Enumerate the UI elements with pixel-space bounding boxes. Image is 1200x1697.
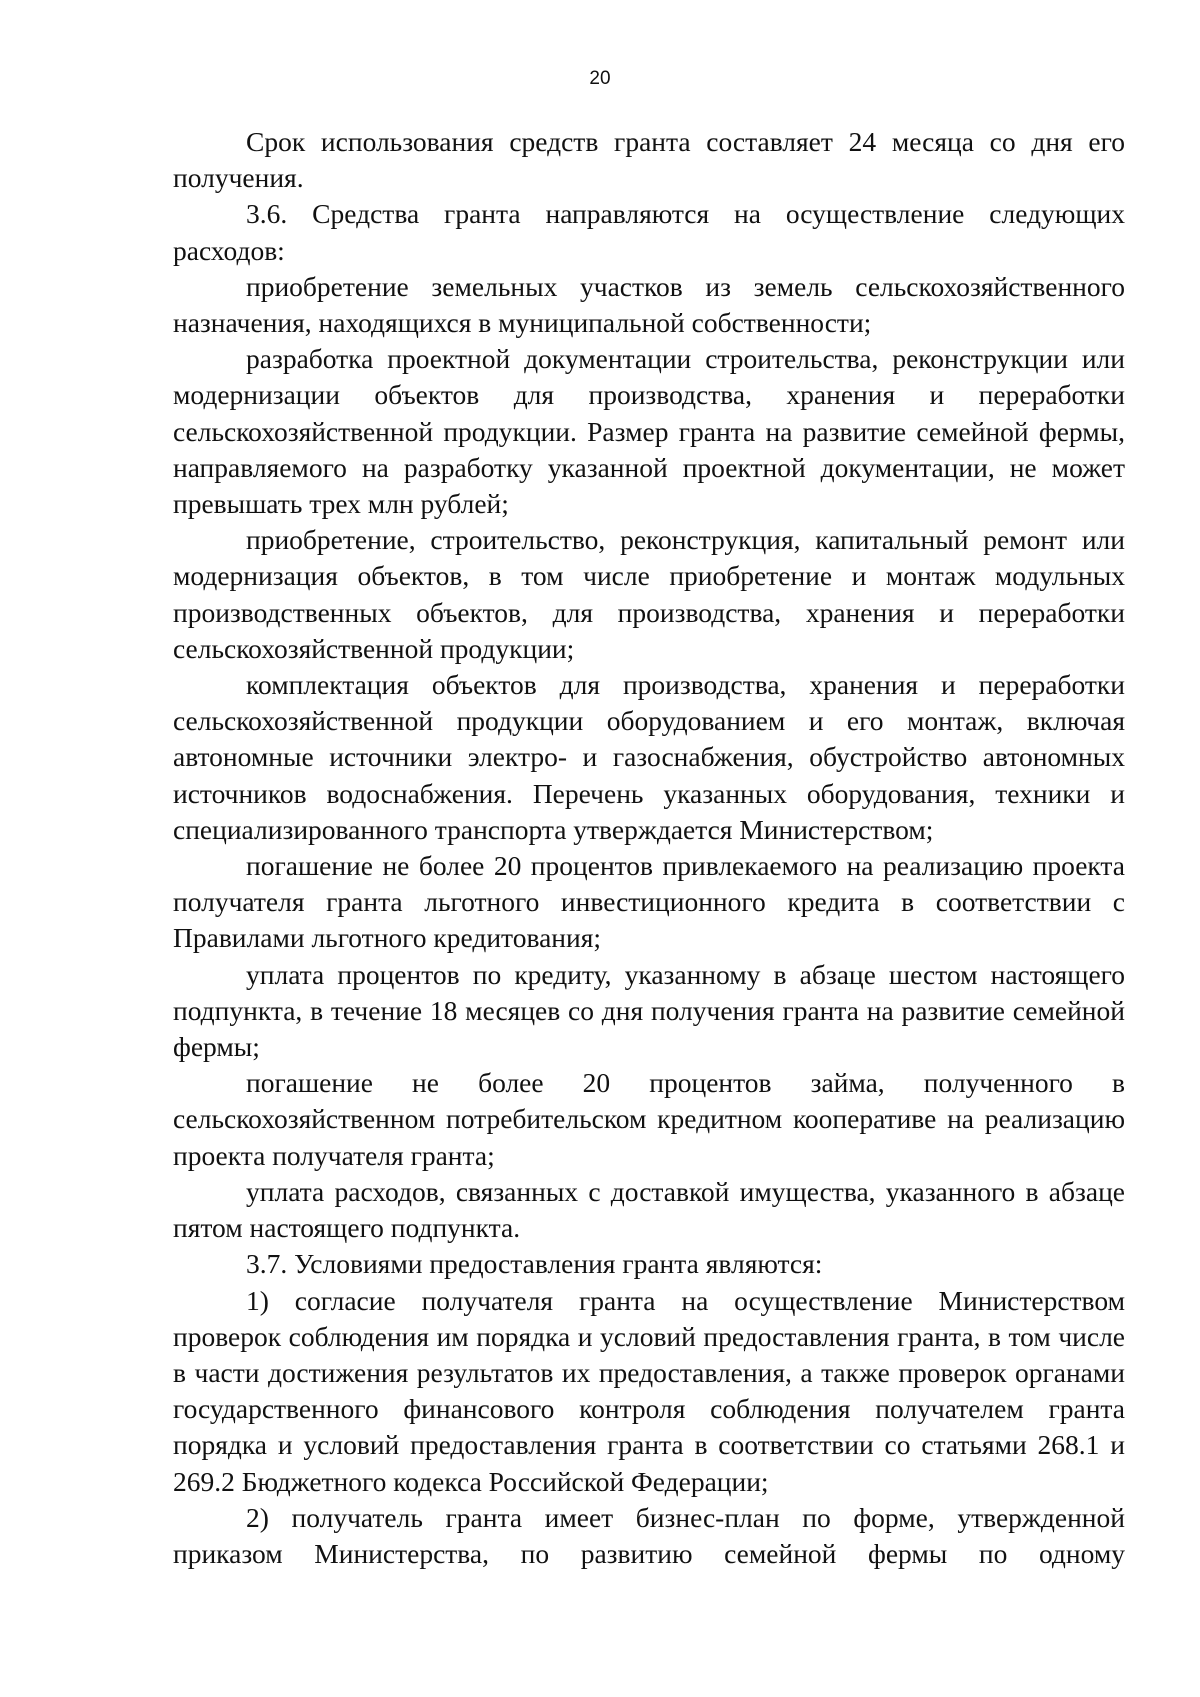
paragraph-condition-1: 1) согласие получателя гранта на осуществление Министерством проверок соблюдения им порядка и условий предоставления гранта, в том числе в части достижения результатов их предоставления, а также проверок органами государственного финансового контроля соблюдения получателем гранта порядка и условий предоставления гранта в соответствии со статьями 268.1 и 269.2 Бюджетного кодекса Российской Федерации; — [173, 1284, 1125, 1497]
document-body — [173, 124, 1125, 1572]
paragraph-construction: приобретение, строительство, реконструкция, капитальный ремонт или модернизация объектов, в том числе приобретение и монтаж модульных производственных объектов, для производства, хранения и переработки сельскохозяйственной продукции; — [173, 524, 1125, 664]
paragraph-loan-repayment: погашение не более 20 процентов займа, полученного в сельскохозяйственном потребительском кредитном кооперативе на реализацию проекта получателя гранта; — [173, 1067, 1125, 1171]
paragraph-section-3-6: 3.6. Средства гранта направляются на осуществление следующих расходов: — [173, 198, 1125, 266]
page-number: 20 — [589, 68, 611, 89]
paragraph-equipment: комплектация объектов для производства, хранения и переработки сельскохозяйственной продукции оборудованием и его монтаж, включая автономные источники электро- и газоснабжения, обустройство автономных источников водоснабжения. Перечень указанных оборудования, техники и специализированного транспорта утверждается Министерством; — [173, 669, 1125, 845]
paragraph-interest-payment: уплата процентов по кредиту, указанному в абзаце шестом настоящего подпункта, в течение 18 месяцев со дня получения гранта на развитие семейной фермы; — [173, 958, 1125, 1063]
paragraph-credit-repayment: погашение не более 20 процентов привлекаемого на реализацию проекта получателя гранта льготного инвестиционного кредита в соответствии с Правилами льготного кредитования; — [173, 850, 1125, 954]
paragraph-project-documentation: разработка проектной документации строительства, реконструкции или модернизации объектов для производства, хранения и переработки сельскохозяйственной продукции. Размер гранта на развитие семейной фермы, направляемого на разработку указанной проектной документации, не может превышать трех млн рублей; — [173, 343, 1125, 520]
paragraph-condition-2: 2) получатель гранта имеет бизнес-план по форме, утвержденной приказом Министерства, по развитию семейной фермы по одному — [173, 1501, 1125, 1569]
paragraph-section-3-7: 3.7. Условиями предоставления гранта являются: — [246, 1248, 823, 1280]
paragraph-land-acquisition: приобретение земельных участков из земель сельскохозяйственного назначения, находящихся в муниципальной собственности; — [173, 270, 1125, 339]
paragraph-delivery-costs: уплата расходов, связанных с доставкой имущества, указанного в абзаце пятом настоящего подпункта. — [173, 1175, 1125, 1244]
paragraph-grant-term: Срок использования средств гранта составляет 24 месяца со дня его получения. — [173, 126, 1125, 194]
